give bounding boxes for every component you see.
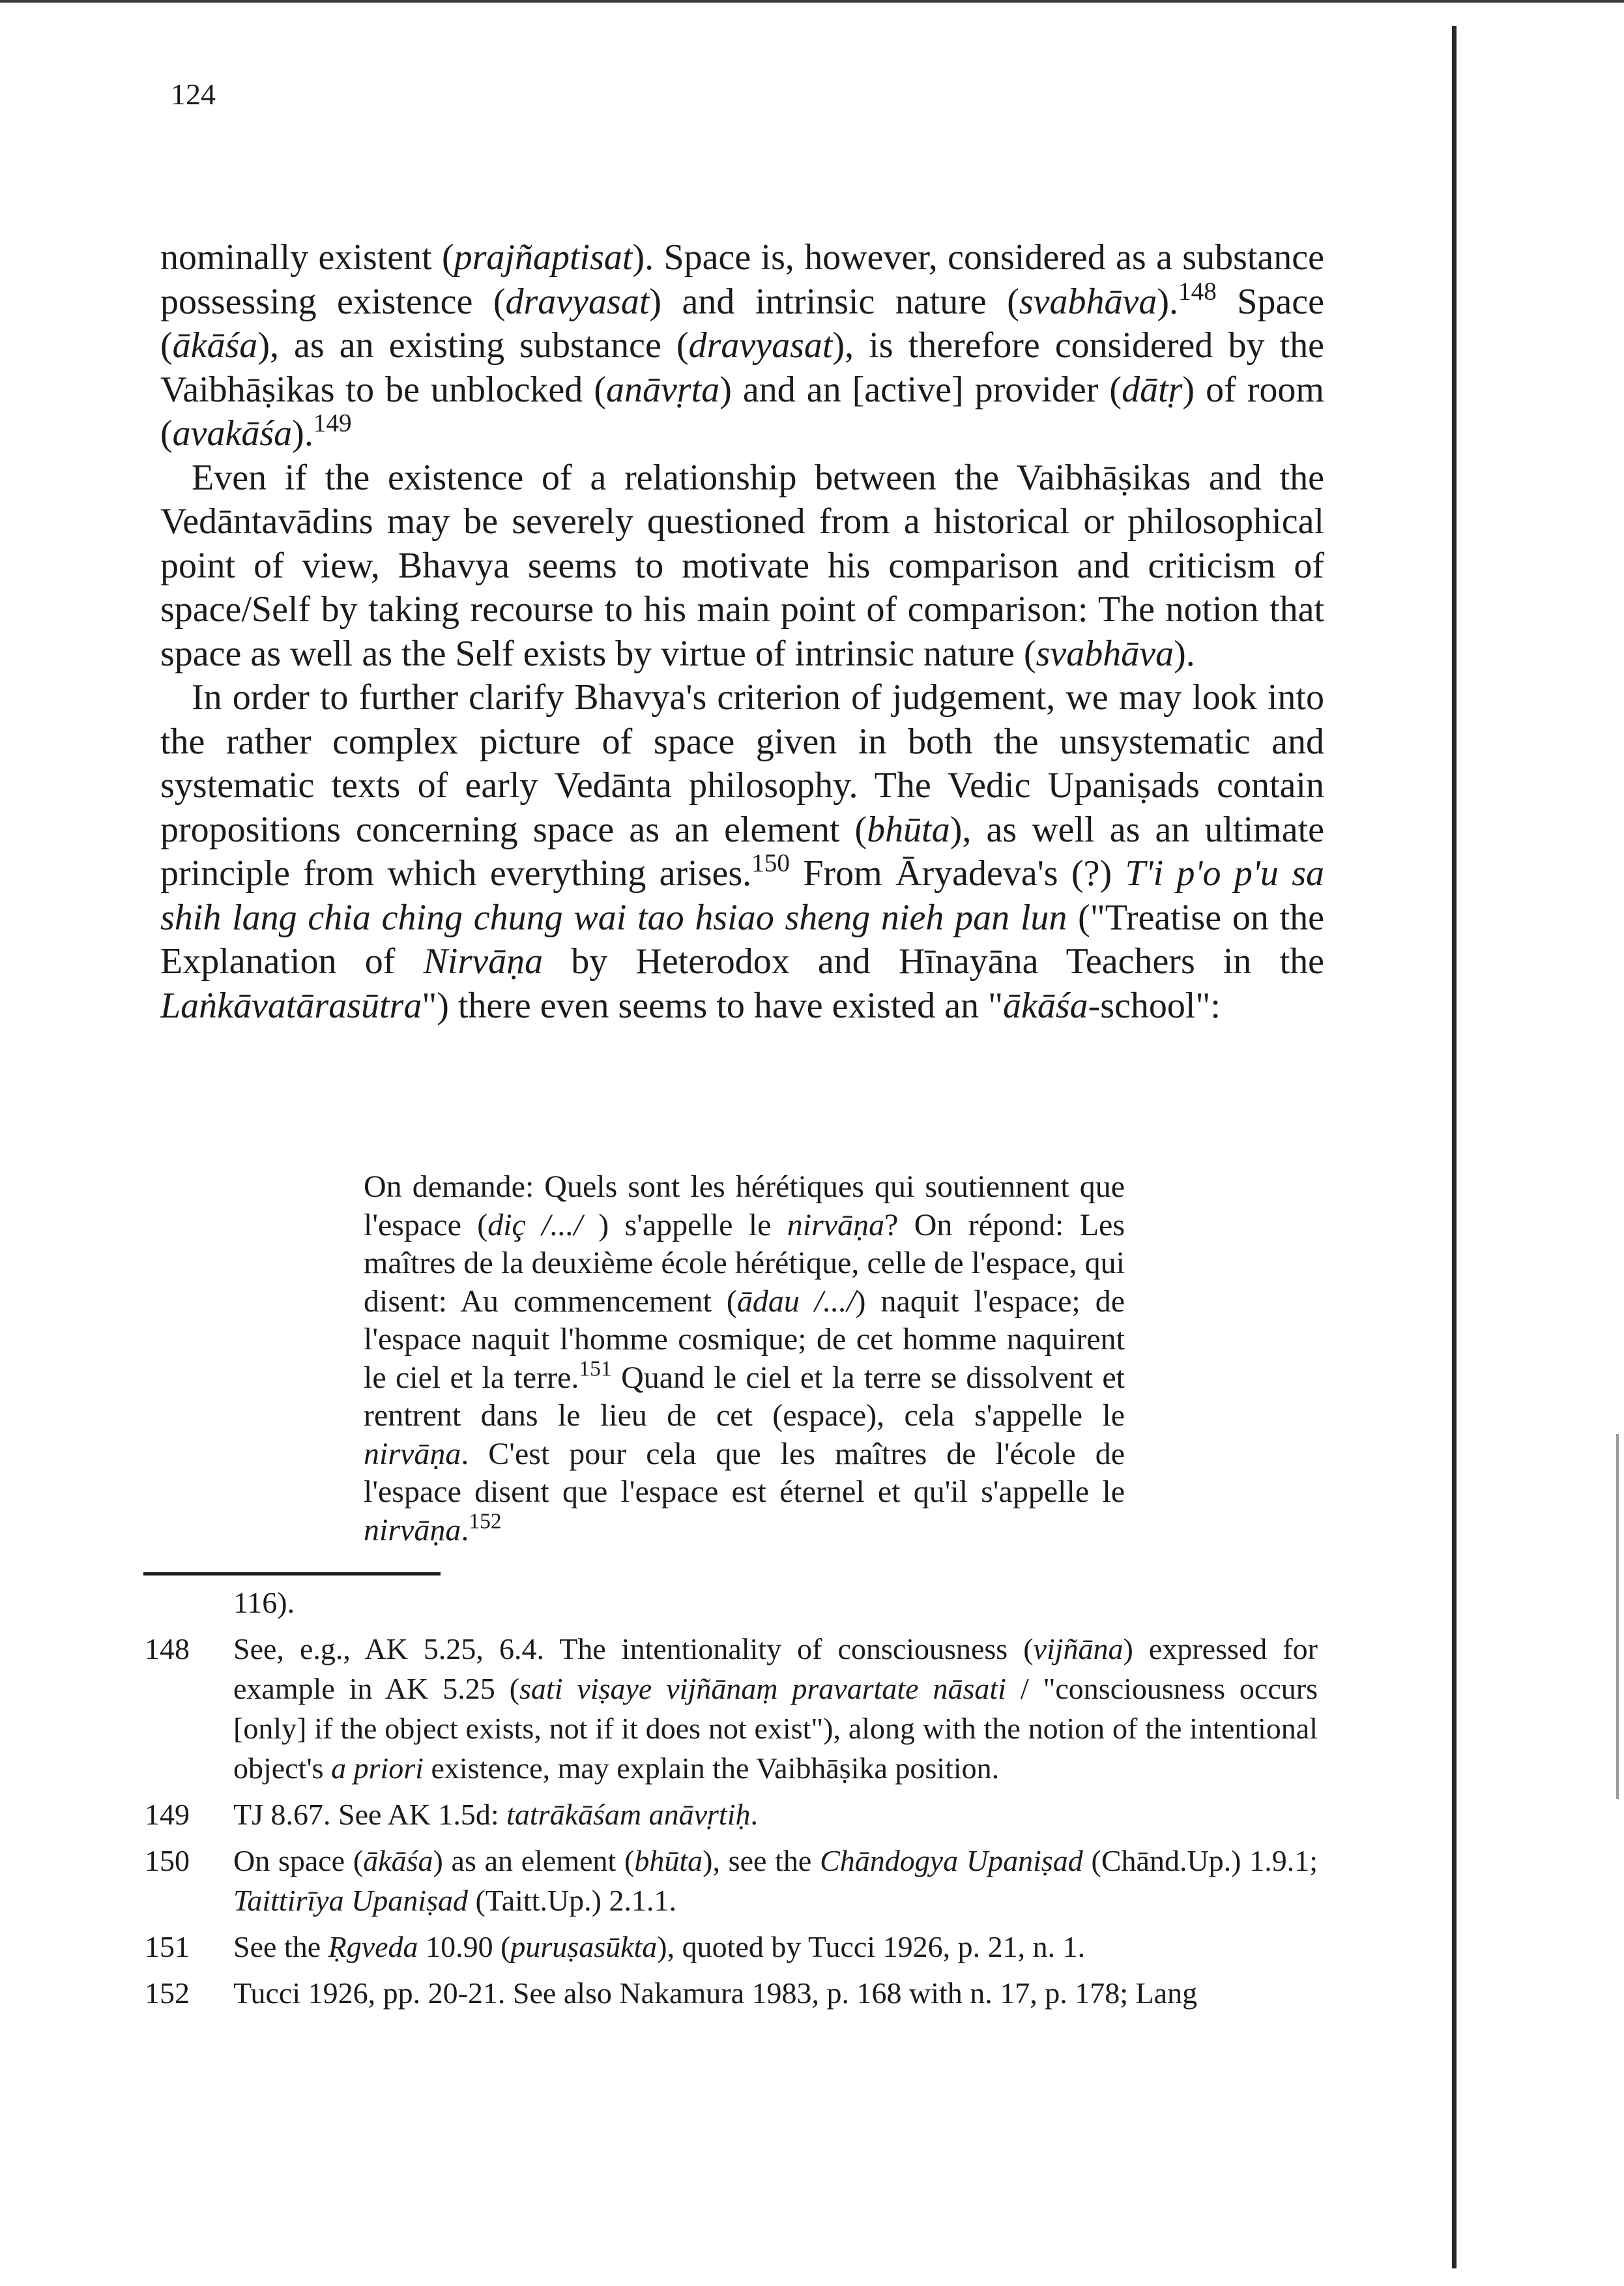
footnote-149 — [145, 1795, 1318, 1834]
footnote-152 — [145, 1973, 1318, 2013]
footnotes — [145, 1583, 1318, 2019]
footnote-ref-151: 151 — [579, 1356, 612, 1381]
footnote-continuation: 116). — [233, 1586, 295, 1619]
footnote-text: See, e.g., AK 5.25, 6.4. The intentionality of consciousness (vijñāna) expressed for example in AK 5.25 (sati viṣaye vijñānaṃ pravartate nāsati / "consciousness occurs [only] if the object exists, not if it does not exist"), along with the notion of the intentional object's a priori existence, may explain the Vaibhāṣika position. — [233, 1632, 1318, 1785]
footnote-148 — [145, 1629, 1318, 1788]
scan-edge-right — [1452, 26, 1457, 2268]
footnote-number: 152 — [145, 1976, 190, 2010]
footnote-text: TJ 8.67. See AK 1.5d: tatrākāśam anāvṛtiḥ. — [233, 1798, 758, 1831]
paragraph-3: In order to further clarify Bhavya's criterion of judgement, we may look into the rather complex picture of space given in both the unsystematic and systematic texts of early Vedānta philosophy. The Vedic Upaniṣads contain propositions concerning space as an element (bhūta), as well as an ultimate principle from which everything arises.$^{150}$ From Āryadeva's (?) T'i p'o p'u sa shih lang chia ching chung wai tao hsiao sheng nieh pan lun ("Treatise on the Explanation of Nirvāṇa by Heterodox and Hīnayāna Teachers in the Laṅkāvatārasūtra") there even seems to have existed an "ākāśa-school": — [160, 677, 1325, 1026]
scan-edge-top — [0, 0, 1624, 3]
footnote-150 — [145, 1841, 1318, 1920]
footnote-text: See the Ṛgveda 10.90 (puruṣasūkta), quoted by Tucci 1926, p. 21, n. 1. — [233, 1930, 1086, 1963]
page-number: 124 — [171, 78, 216, 111]
paragraph-1: nominally existent (prajñaptisat). Space is, however, considered as a substance possessing existence (dravyasat) and intrinsic nature (svabhāva).$^{148}$ Space (ākāśa), as an existing substance (dravyasat), is therefore considered by the Vaibhāṣikas to be unblocked (anāvṛta) and an [active] provider (dātṛ) of room (avakāśa).$^{149}$ — [160, 237, 1324, 454]
footnote-number: 148 — [145, 1632, 190, 1665]
footnote-text: On space (ākāśa) as an element (bhūta), see the Chāndogya Upaniṣad (Chānd.Up.) 1.9.1; Taittirīya Upaniṣad (Taitt.Up.) 2.1.1. — [233, 1844, 1318, 1917]
footnote-151 — [145, 1927, 1318, 1967]
footnote-number: 150 — [145, 1844, 190, 1877]
footnote-ref-148: 148 — [1178, 276, 1217, 305]
main-text — [160, 236, 1324, 1028]
footnote-ref-150: 150 — [751, 849, 790, 877]
footnote-text: Tucci 1926, pp. 20-21. See also Nakamura 1983, p. 168 with n. 17, p. 178; Lang — [233, 1976, 1198, 2010]
footnote-number: 149 — [145, 1798, 190, 1831]
scan-edge-right-faint — [1616, 1434, 1619, 1799]
footnote-ref-149: 149 — [313, 409, 352, 437]
footnote-separator — [143, 1572, 441, 1575]
footnote-number: 151 — [145, 1930, 190, 1963]
block-quote: On demande: Quels sont les hérétiques qui soutiennent que l'espace (diç /.../ ) s'appelle le nirvāṇa? On répond: Les maîtres de la deuxième école hérétique, celle de l'espace, qui disent: Au commencement (ādau /.../) naquit l'espace; de l'espace naquit l'homme cosmique; de cet homme naquirent le ciel et la terre.$^{151}$ Quand le ciel et la terre se dissolvent et rentrent dans le lieu de cet (espace), cela s'appelle le nirvāṇa. C'est pour cela que les maîtres de l'école de l'espace disent que l'espace est éternel et qu'il s'appelle le nirvāṇa.$^{152}$ — [364, 1169, 1125, 1547]
paragraph-2: Even if the existence of a relationship between the Vaibhāṣikas and the Vedāntavādins may be severely questioned from a historical or philosophical point of view, Bhavya seems to motivate his comparison and criticism of space/Self by taking recourse to his main point of comparison: The notion that space as well as the Self exists by virtue of intrinsic nature (svabhāva). — [160, 457, 1324, 674]
footnote-ref-152: 152 — [469, 1509, 502, 1534]
